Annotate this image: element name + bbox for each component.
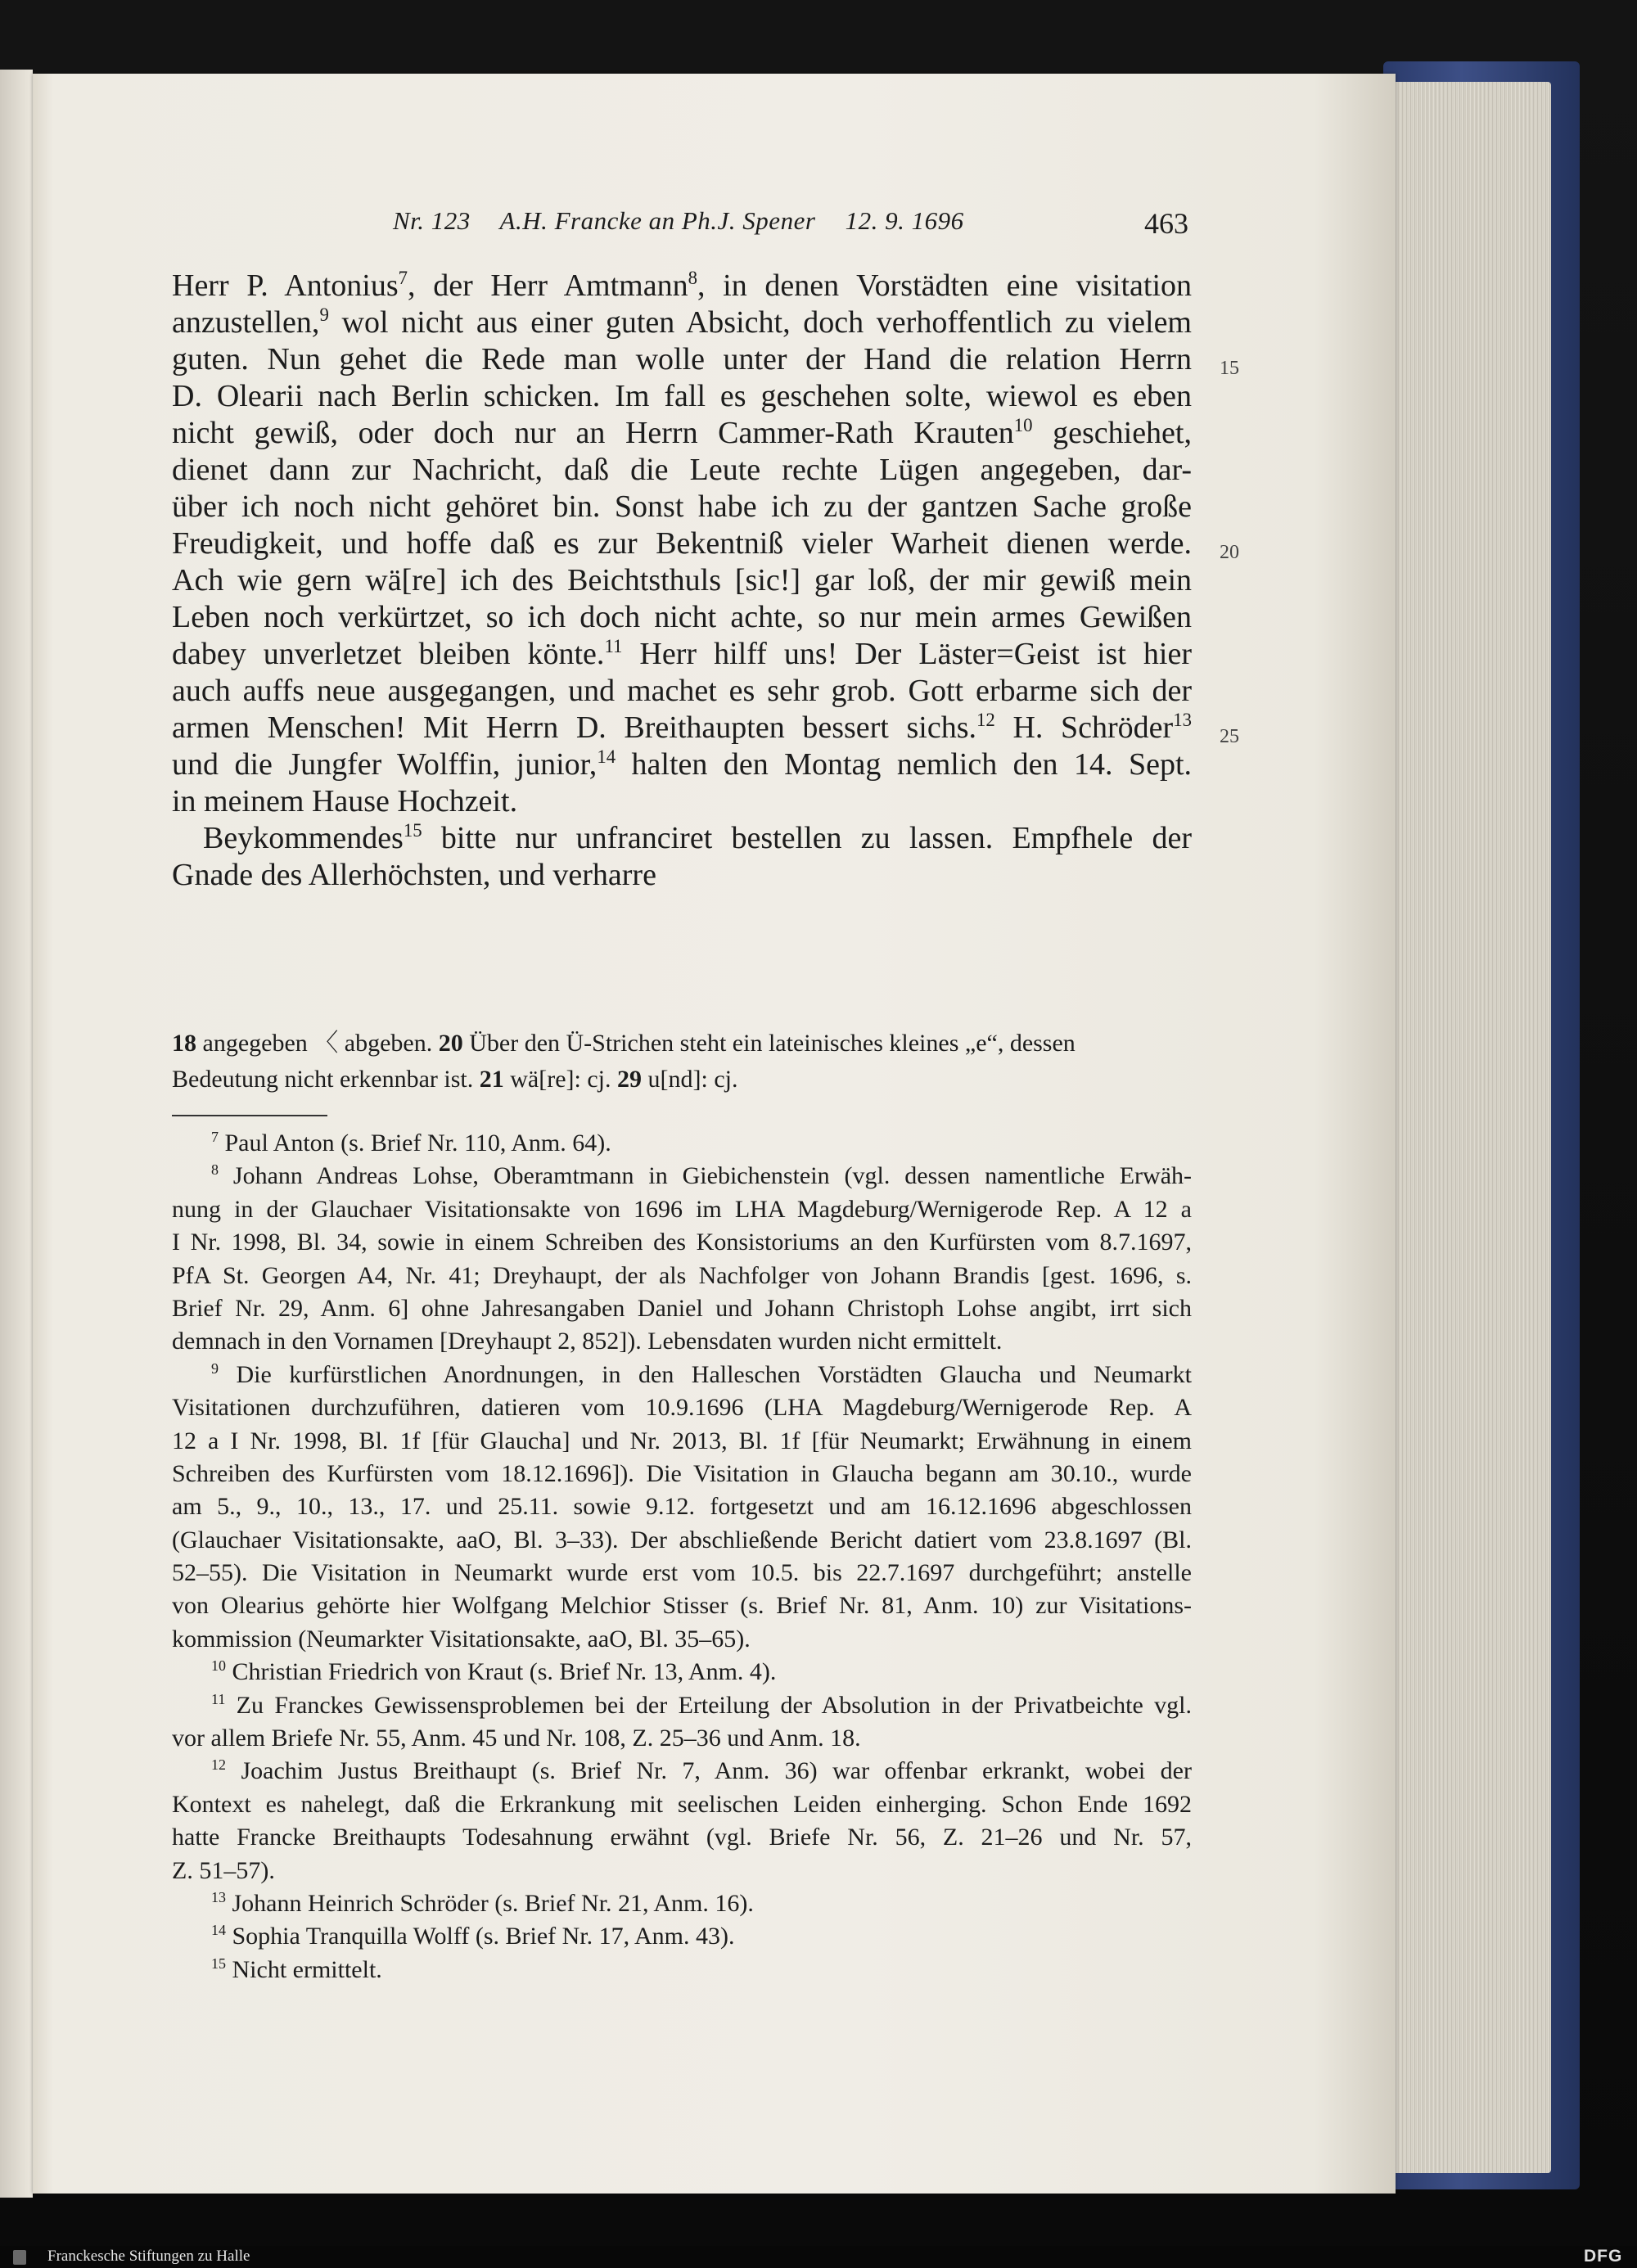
footnote-line: 12 a I Nr. 1998, Bl. 1f [für Glaucha] und Nr. 2013, Bl. 1f [für Neumarkt; Erwähnung in einem <box>172 1427 1192 1454</box>
body-line: D. Olearii nach Berlin schicken. Im fall es geschehen solte, wiewol es eben <box>172 379 1192 413</box>
institution-name: Franckesche Stiftungen zu Halle <box>47 2248 250 2265</box>
letter-date: 12. 9. 1696 <box>845 206 964 235</box>
footnote-line: $^8$ Johann Andreas Lohse, Oberamtmann in Giebichenstein (vgl. dessen namentliche Erwäh- <box>211 1161 1192 1190</box>
footnote-line: $^{10}$ Christian Friedrich von Kraut (s. Brief Nr. 13, Anm. 4). <box>211 1657 777 1686</box>
footnote-line: $^7$ Paul Anton (s. Brief Nr. 110, Anm. 64). <box>211 1128 611 1157</box>
body-line: dabey unverletzet bleiben könte.$^{11}$ Herr hilff uns! Der Läster=Geist ist hier <box>172 636 1192 671</box>
footnote-line: kommission (Neumarkter Visitationsakte, aaO, Bl. 35–65). <box>172 1625 751 1653</box>
letter-number: Nr. 123 <box>393 206 471 235</box>
body-line: dienet dann zur Nachricht, daß die Leute rechte Lügen angegeben, dar- <box>172 453 1192 487</box>
footnote-line: $^{12}$ Joachim Justus Breithaupt (s. Brief Nr. 7, Anm. 36) war offenbar erkrankt, wobei der <box>211 1756 1192 1785</box>
dfg-logo: DFG <box>1584 2247 1623 2266</box>
footnote-rule <box>172 1115 327 1116</box>
footnote-line: von Olearius gehörte hier Wolfgang Melchior Stisser (s. Brief Nr. 81, Anm. 10) zur Visitations- <box>172 1592 1192 1620</box>
apparatus-line: Bedeutung nicht erkennbar ist. 21 wä[re]: cj. 29 u[nd]: cj. <box>172 1066 738 1093</box>
body-line: Freudigkeit, und hoffe daß es zur Bekentniß vieler Warheit dienen werde. <box>172 526 1192 561</box>
footnote-line: (Glauchaer Visitationsakte, aaO, Bl. 3–33). Der abschließende Bericht datiert vom 23.8.1697 (Bl. <box>172 1526 1192 1553</box>
footnote-line: $^9$ Die kurfürstlichen Anordnungen, in den Halleschen Vorstädten Glaucha und Neumarkt <box>211 1359 1192 1388</box>
body-line: nicht gewiß, oder doch nur an Herrn Cammer-Rath Krauten$^{10}$ geschiehet, <box>172 415 1192 450</box>
body-line: anzustellen,$^9$ wol nicht aus einer guten Absicht, doch verhoffentlich zu vielem <box>172 304 1192 340</box>
body-line: auch auffs neue ausgegangen, und machet es sehr grob. Gott erbarme sich der <box>172 674 1192 708</box>
line-number: 20 <box>1220 542 1239 563</box>
body-line: Leben noch verkürtzet, so ich doch nicht achte, so nur mein armes Gewißen <box>172 600 1192 634</box>
page-number: 463 <box>1144 207 1188 240</box>
apparatus-line: 18 angegeben 〈 abgeben. 20 Über den Ü-Strichen steht ein lateinisches kleines „e“, dessen <box>172 1030 1076 1057</box>
critical-apparatus <box>172 1026 1192 1098</box>
footnote-line: Schreiben des Kurfürsten vom 18.12.1696]). Die Visitation in Glaucha begann am 30.10., wurde <box>172 1459 1192 1487</box>
body-line: Ach wie gern wä[re] ich des Beichtsthuls [sic!] gar loß, der mir gewiß mein <box>172 563 1192 597</box>
footnote-line: Z. 51–57). <box>172 1856 275 1884</box>
body-line: über ich noch nicht gehöret bin. Sonst habe ich zu der gantzen Sache große <box>172 489 1192 524</box>
footnote-line: nung in der Glauchaer Visitationsakte von 1696 im LHA Magdeburg/Wernigerode Rep. A 12 a <box>172 1195 1192 1223</box>
footnote-line: Brief Nr. 29, Anm. 6] ohne Jahresangaben Daniel und Johann Christoph Lohse angibt, irrt sich <box>172 1294 1192 1322</box>
institution-logo-icon <box>13 2250 26 2265</box>
body-line: guten. Nun gehet die Rede man wolle unter der Hand die relation Herrn <box>172 342 1192 376</box>
body-line: armen Menschen! Mit Herrn D. Breithaupten bessert sichs.$^{12}$ H. Schröder$^{13}$ <box>172 710 1192 745</box>
footnote-line: I Nr. 1998, Bl. 34, sowie in einem Schreiben des Konsistoriums an den Kurfürsten vom 8.7.1697, <box>172 1229 1192 1256</box>
footnote-line: demnach in den Vornamen [Dreyhaupt 2, 852]). Lebensdaten wurden nicht ermittelt. <box>172 1328 1003 1355</box>
line-number: 25 <box>1220 726 1239 747</box>
line-number: 15 <box>1220 358 1239 379</box>
footnote-line: Kontext es nahelegt, daß die Erkrankung mit seelischen Leiden einherging. Schon Ende 1692 <box>172 1790 1192 1818</box>
previous-page-edge <box>0 70 33 2198</box>
body-line: Herr P. Antonius$^7$, der Herr Amtmann$^8$, in denen Vorstädten eine visitation <box>172 268 1192 303</box>
body-line: Beykommendes$^{15}$ bitte nur unfranciret bestellen zu lassen. Empfhele der <box>203 820 1192 855</box>
running-head <box>393 206 1637 236</box>
footnote-line: vor allem Briefe Nr. 55, Anm. 45 und Nr. 108, Z. 25–36 und Anm. 18. <box>172 1725 861 1752</box>
footnote-line: am 5., 9., 10., 13., 17. und 25.11. sowie 9.12. fortgesetzt und am 16.12.1696 abgeschlossen <box>172 1493 1192 1521</box>
footnotes <box>172 1127 1192 1986</box>
footnote-line: PfA St. Georgen A4, Nr. 41; Dreyhaupt, der als Nachfolger von Johann Brandis [gest. 1696, s. <box>172 1261 1192 1289</box>
footnote-line: 52–55). Die Visitation in Neumarkt wurde erst vom 10.5. bis 22.7.1697 durchgeführt; anstelle <box>172 1559 1192 1587</box>
body-line: in meinem Hause Hochzeit. <box>172 784 518 818</box>
letter-title: A.H. Francke an Ph.J. Spener <box>499 206 816 235</box>
footnote-line: $^{11}$ Zu Franckes Gewissensproblemen bei der Erteilung der Absolution in der Privatbeichte vgl. <box>211 1690 1192 1719</box>
footnote-line: $^{14}$ Sophia Tranquilla Wolff (s. Brief Nr. 17, Anm. 43). <box>211 1922 735 1950</box>
body-line: Gnade des Allerhöchsten, und verharre <box>172 858 656 892</box>
footnote-line: $^{15}$ Nicht ermittelt. <box>211 1955 382 1983</box>
footnote-line: hatte Francke Breithaupts Todesahnung erwähnt (vgl. Briefe Nr. 56, Z. 21–26 und Nr. 57, <box>172 1824 1192 1851</box>
letter-body <box>172 268 1192 894</box>
body-line: und die Jungfer Wolffin, junior,$^{14}$ halten den Montag nemlich den 14. Sept. <box>172 746 1192 782</box>
page-edges <box>1383 82 1551 2173</box>
footnote-line: $^{13}$ Johann Heinrich Schröder (s. Brief Nr. 21, Anm. 16). <box>211 1888 754 1917</box>
footnote-line: Visitationen durchzuführen, datieren vom 10.9.1696 (LHA Magdeburg/Wernigerode Rep. A <box>172 1394 1192 1422</box>
